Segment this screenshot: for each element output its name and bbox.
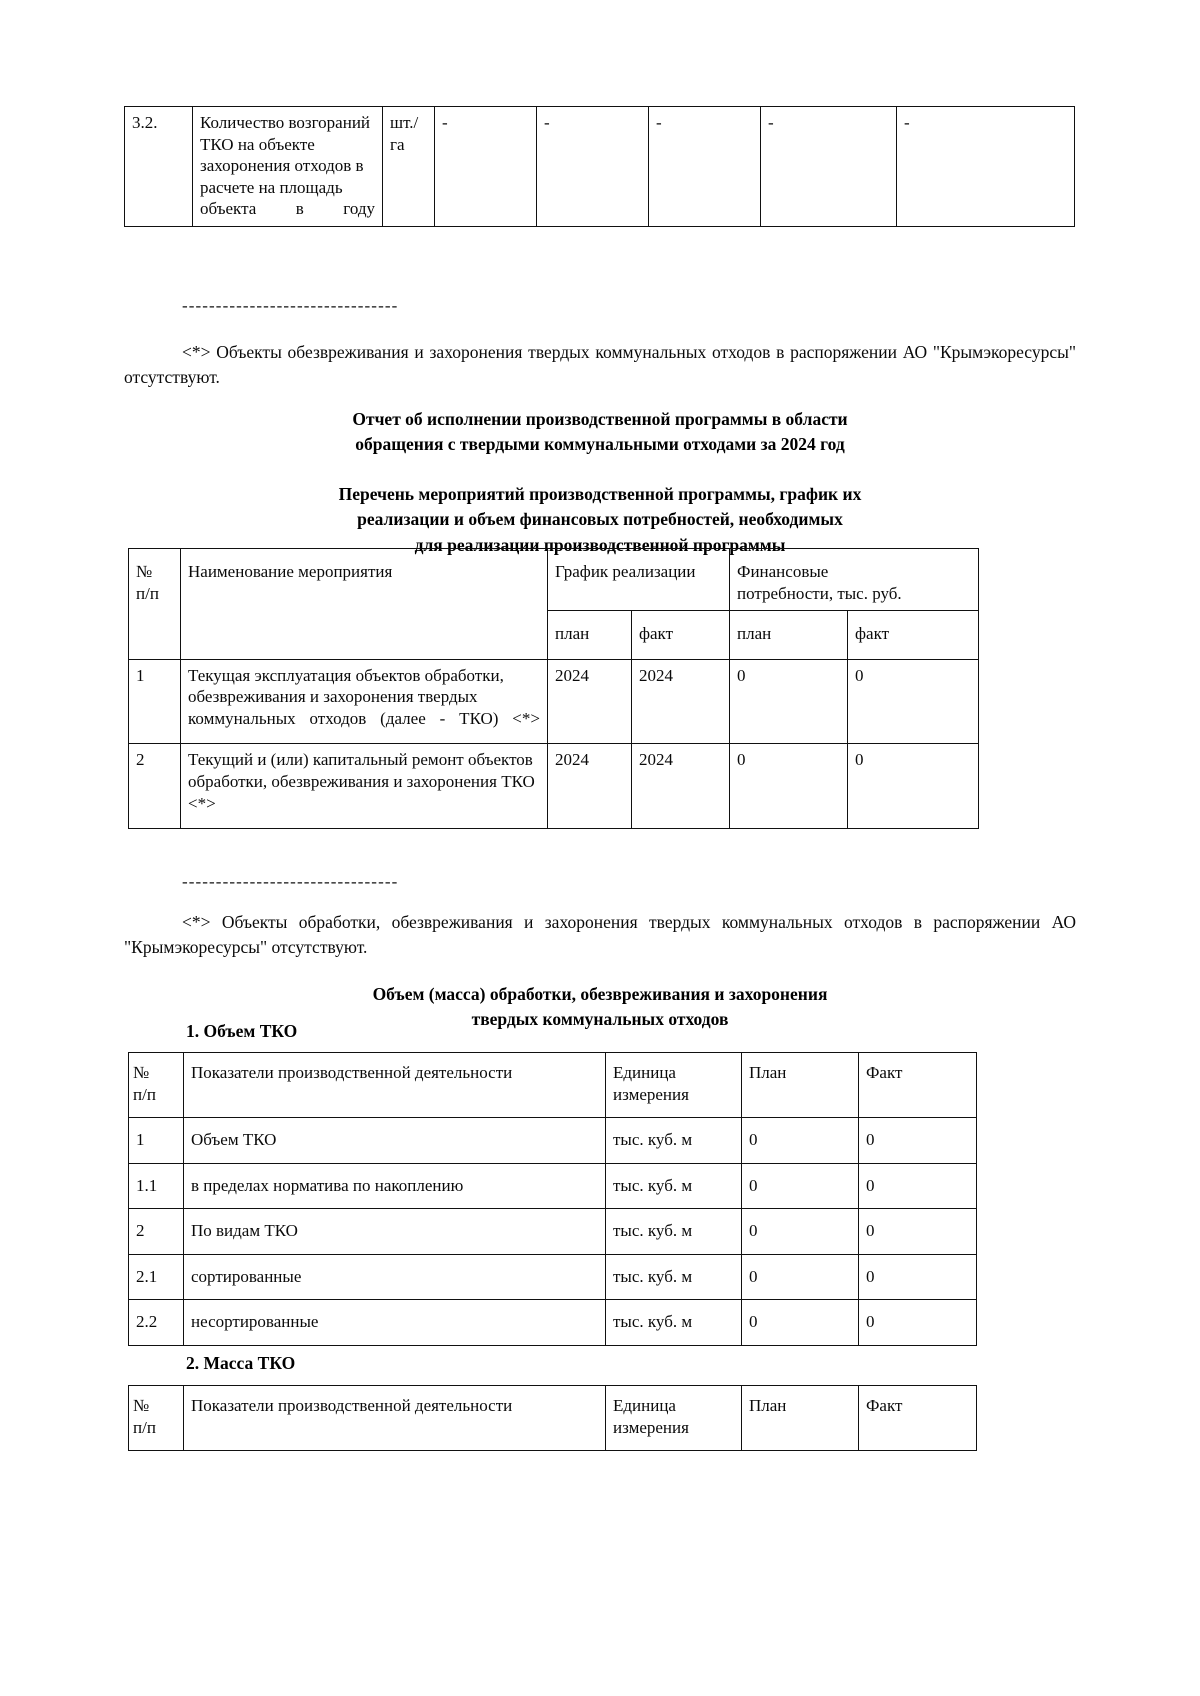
measure-schedule-fact-cell: 2024 [632,659,730,744]
volume-no-cell: 2.1 [129,1254,184,1300]
volume-unit-cell: тыс. куб. м [606,1300,742,1346]
mass-header-no-line2: п/п [133,1417,156,1437]
volume-section-subtitle: 1. Объем ТКО [186,1021,298,1041]
measures-heading [0,482,1200,558]
volume-heading-line-2: твердых коммунальных отходов [471,1009,729,1030]
volume-unit-cell: тыс. куб. м [606,1209,742,1255]
value-cell-3: - [649,107,761,227]
value-cell-5: - [897,107,1075,227]
volume-header-no-line2: п/п [133,1084,156,1104]
table-row [129,1118,977,1164]
table-row [129,1209,977,1255]
footnote-2-marker: <*> [182,912,211,932]
measure-finance-fact-cell: 0 [848,659,979,744]
main-heading [0,407,1200,458]
volume-header-unit [606,1053,742,1118]
mass-header-no-line1: № [133,1396,150,1415]
measure-schedule-fact-cell: 2024 [632,744,730,829]
measures-subheader-finance-fact: факт [848,611,979,660]
volume-no-cell: 1 [129,1118,184,1164]
volume-heading [0,982,1200,1033]
table-row [129,1300,977,1346]
measure-schedule-plan-cell: 2024 [548,744,632,829]
value-cell-1: - [435,107,537,227]
table-row [129,1163,977,1209]
mass-header-plan: План [742,1386,859,1451]
table-row [129,659,979,744]
continued-indicators-table [124,106,1075,227]
volume-unit-cell: тыс. куб. м [606,1118,742,1164]
volume-indicator-cell: сортированные [184,1254,606,1300]
volume-header-fact: Факт [859,1053,977,1118]
measure-finance-plan-cell: 0 [730,744,848,829]
mass-header-no [129,1386,184,1451]
measure-finance-fact-cell: 0 [848,744,979,829]
volume-header-unit-line1: Единица [613,1063,676,1082]
volume-plan-cell: 0 [742,1254,859,1300]
volume-header-row [129,1053,977,1118]
footnote-2-text [124,910,1076,960]
mass-section-subtitle: 2. Масса ТКО [186,1353,296,1373]
mass-header-unit-line1: Единица [613,1396,676,1415]
measures-header-no-line2: п/п [136,583,159,603]
volume-no-cell: 2 [129,1209,184,1255]
footnote-separator-1: -------------------------------- [182,296,399,315]
volume-plan-cell: 0 [742,1163,859,1209]
mass-header-unit [606,1386,742,1451]
indicator-name-cell: Количество возгораний ТКО на объекте захоронения отходов в расчете на площадь объекта в году [193,107,383,227]
volume-fact-cell: 0 [859,1163,977,1209]
volume-table-body [129,1118,977,1346]
measure-no-cell: 2 [129,744,181,829]
measure-no-cell: 1 [129,659,181,744]
measure-finance-plan-cell: 0 [730,659,848,744]
volume-header-plan: План [742,1053,859,1118]
table-row [125,107,1075,227]
measures-header-no [129,549,181,660]
footnote-2-body: Объекты обработки, обезвреживания и захоронения твердых коммунальных отходов в распоряжении АО "Крымэкоресурсы" отсутствуют. [124,912,1077,957]
volume-plan-cell: 0 [742,1209,859,1255]
mass-header-indicator: Показатели производственной деятельности [184,1386,606,1451]
footnote-1-body: Объекты обезвреживания и захоронения твердых коммунальных отходов в распоряжении АО "Крымэкоресурсы" отсутствуют. [124,342,1077,387]
table-row [129,744,979,829]
volume-indicator-cell: По видам ТКО [184,1209,606,1255]
measures-subheader-schedule-fact: факт [632,611,730,660]
measure-name-cell: Текущая эксплуатация объектов обработки, обезвреживания и захоронения твердых коммунальных отходов (далее - ТКО) <*> [181,659,548,744]
volume-header-no [129,1053,184,1118]
mass-header-fact: Факт [859,1386,977,1451]
volume-fact-cell: 0 [859,1300,977,1346]
value-cell-4: - [761,107,897,227]
row-number-cell: 3.2. [125,107,193,227]
volume-indicator-cell: несортированные [184,1300,606,1346]
measure-schedule-plan-cell: 2024 [548,659,632,744]
volume-header-indicator: Показатели производственной деятельности [184,1053,606,1118]
volume-fact-cell: 0 [859,1254,977,1300]
footnote-1-text [124,340,1076,390]
volume-unit-cell: тыс. куб. м [606,1163,742,1209]
mass-table [128,1385,977,1451]
measures-header-no-line1: № [136,562,153,581]
volume-fact-cell: 0 [859,1209,977,1255]
volume-plan-cell: 0 [742,1300,859,1346]
mass-header-row [129,1386,977,1451]
unit-cell: шт./ га [383,107,435,227]
volume-header-unit-line2: измерения [613,1084,689,1104]
measures-heading-line-3: для реализации производственной программы [414,534,786,555]
measures-subheader-schedule-plan: план [548,611,632,660]
measures-table [128,548,979,829]
volume-indicator-cell: Объем ТКО [184,1118,606,1164]
volume-indicator-cell: в пределах норматива по накоплению [184,1163,606,1209]
measures-header-finance-line2: потребности, тыс. руб. [737,583,902,603]
volume-unit-cell: тыс. куб. м [606,1254,742,1300]
volume-table [128,1052,977,1346]
value-cell-2: - [537,107,649,227]
measures-heading-line-1: Перечень мероприятий производственной программы, график их [338,484,862,504]
volume-plan-cell: 0 [742,1118,859,1164]
main-heading-line-1: Отчет об исполнении производственной программы в области [352,409,848,429]
measure-name-cell: Текущий и (или) капитальный ремонт объектов обработки, обезвреживания и захоронения ТКО <*> [181,744,548,829]
measures-subheader-finance-plan: план [730,611,848,660]
measures-header-name: Наименование мероприятия [181,549,548,660]
measures-header-row-main [129,549,979,611]
table-row [129,1254,977,1300]
volume-no-cell: 2.2 [129,1300,184,1346]
volume-fact-cell: 0 [859,1118,977,1164]
footnote-separator-2: -------------------------------- [182,872,399,891]
volume-no-cell: 1.1 [129,1163,184,1209]
measures-header-schedule: График реализации [548,549,730,611]
footnote-1-marker: <*> [182,342,211,362]
volume-heading-line-1: Объем (масса) обработки, обезвреживания и захоронения [372,984,828,1004]
volume-header-no-line1: № [133,1063,150,1082]
measures-header-finance [730,549,979,611]
mass-header-unit-line2: измерения [613,1417,689,1437]
main-heading-line-2: обращения с твердыми коммунальными отходами за 2024 год [355,434,845,455]
measures-heading-line-2: реализации и объем финансовых потребностей, необходимых [357,509,843,530]
measures-header-finance-line1: Финансовые [737,562,829,581]
